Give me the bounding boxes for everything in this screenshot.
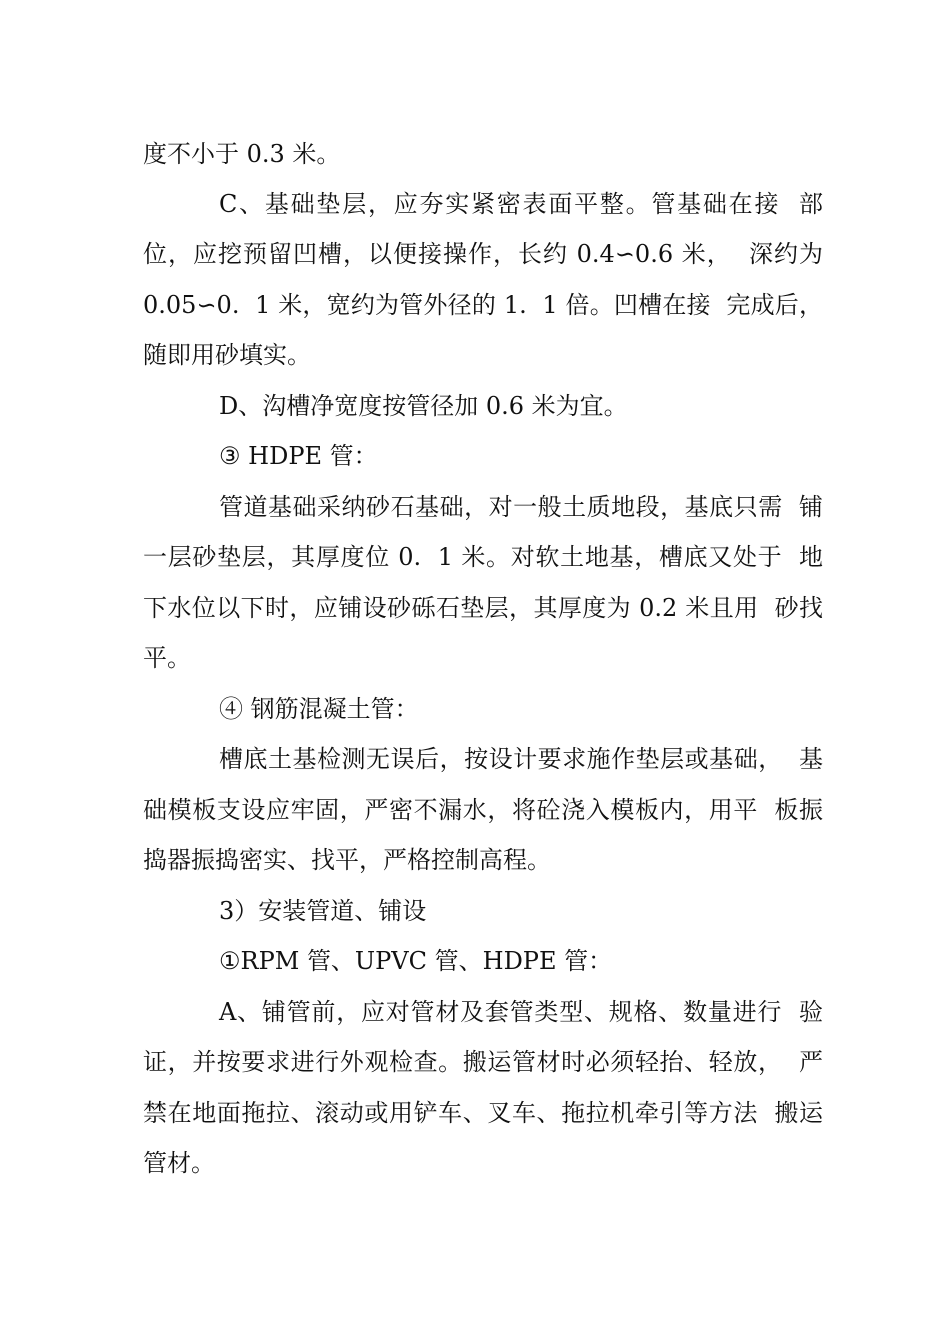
text-line: 0.05∽0. 1 米，宽约为管外径的 1. 1 倍。凹槽在接 完成后， — [143, 291, 823, 319]
text-line: 管道基础采纳砂石基础，对一般土质地段，基底只需 铺 — [219, 493, 823, 521]
text-line: 位，应挖预留凹槽，以便接操作，长约 0.4∽0.6 米， 深约为 — [143, 240, 823, 268]
text-line: C、基础垫层，应夯实紧密表面平整。管基础在接 部 — [219, 190, 823, 218]
text-line: 捣器振捣密实、找平，严格控制高程。 — [143, 846, 551, 874]
section-heading: ③ HDPE 管： — [219, 442, 378, 470]
text-line: D、沟槽净宽度按管径加 0.6 米为宜。 — [219, 392, 628, 420]
text-line: 槽底土基检测无误后，按设计要求施作垫层或基础， 基 — [219, 745, 823, 773]
section-heading: ①RPM 管、UPVC 管、HDPE 管： — [219, 947, 613, 975]
text-line: 度不小于 0.3 米。 — [143, 140, 341, 168]
text-line: 一层砂垫层，其厚度位 0. 1 米。对软土地基，槽底又处于 地 — [143, 543, 823, 571]
text-line: 禁在地面拖拉、滚动或用铲车、叉车、拖拉机牵引等方法 搬运 — [143, 1099, 823, 1127]
text-line: 管材。 — [143, 1149, 215, 1177]
text-line: 下水位以下时，应铺设砂砾石垫层，其厚度为 0.2 米且用 砂找 — [143, 594, 823, 622]
text-line: 随即用砂填实。 — [143, 341, 311, 369]
text-line: 础模板支设应牢固，严密不漏水，将砼浇入模板内，用平 板振 — [143, 796, 823, 824]
section-heading: 3）安装管道、铺设 — [219, 897, 427, 925]
text-line: A、铺管前，应对管材及套管类型、规格、数量进行 验 — [219, 998, 823, 1026]
section-heading: ④ 钢筋混凝土管： — [219, 695, 419, 723]
text-line: 平。 — [143, 644, 191, 672]
text-line: 证，并按要求进行外观检查。搬运管材时必须轻抬、轻放， 严 — [143, 1048, 823, 1076]
